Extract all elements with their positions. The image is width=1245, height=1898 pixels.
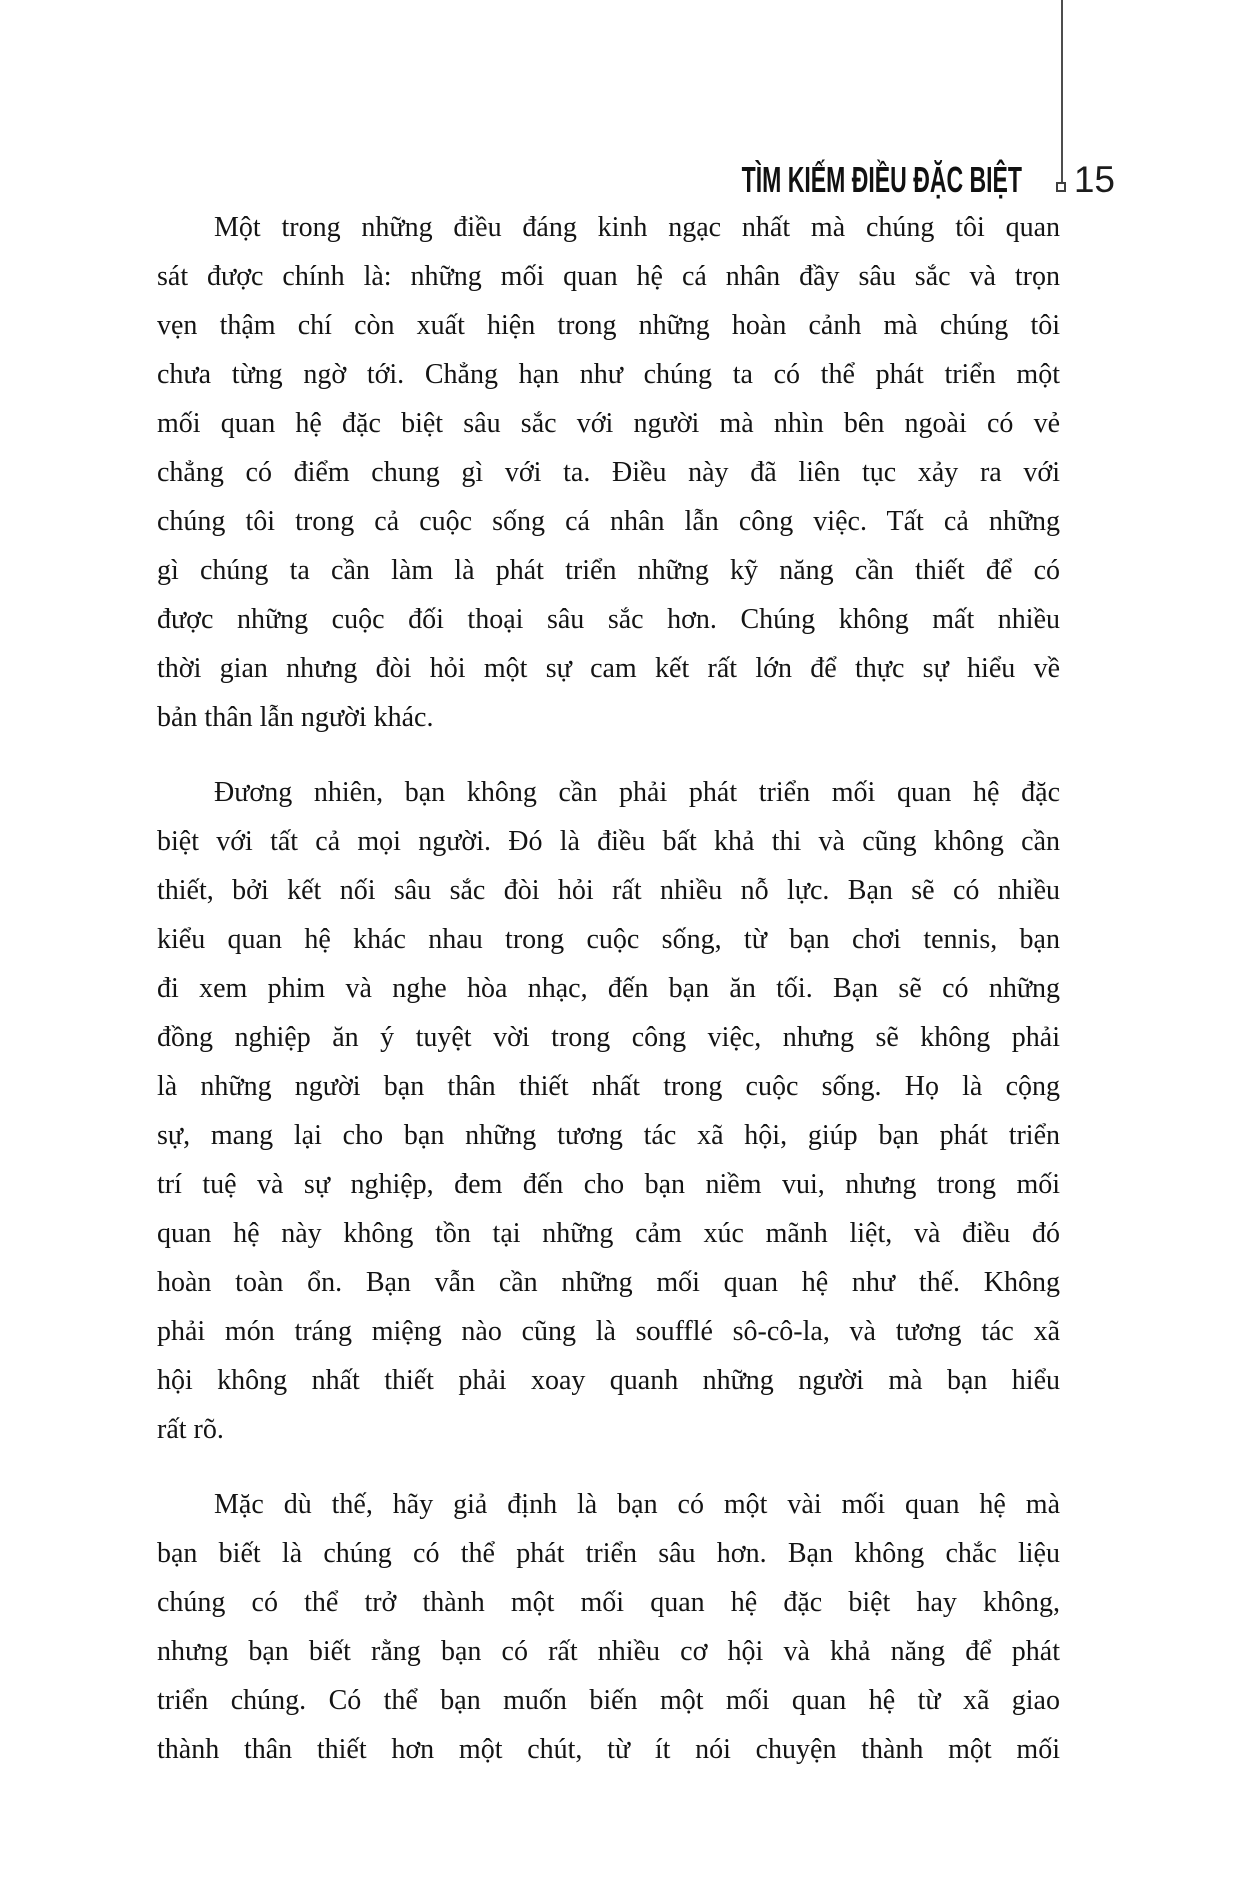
text-line: Mặc dù thế, hãy giả định là bạn có một vài mối quan hệ mà (214, 1489, 1060, 1520)
text-line: hoàn toàn ổn. Bạn vẫn cần những mối quan hệ như thế. Không (157, 1267, 1060, 1298)
text-line: được những cuộc đối thoại sâu sắc hơn. Chúng không mất nhiều (157, 604, 1060, 635)
paragraph (157, 1480, 1060, 1774)
page-number: 15 (1073, 159, 1115, 200)
text-line: chúng tôi trong cả cuộc sống cá nhân lẫn công việc. Tất cả những (157, 506, 1060, 537)
paragraph (157, 203, 1060, 742)
text-line: thời gian nhưng đòi hỏi một sự cam kết rất lớn để thực sự hiểu về (157, 653, 1060, 684)
text-line: bạn biết là chúng có thể phát triển sâu hơn. Bạn không chắc liệu (157, 1538, 1060, 1569)
text-line: thiết, bởi kết nối sâu sắc đòi hỏi rất nhiều nỗ lực. Bạn sẽ có nhiều (157, 875, 1060, 906)
text-line: thành thân thiết hơn một chút, từ ít nói chuyện thành một mối (157, 1734, 1060, 1765)
text-line: đồng nghiệp ăn ý tuyệt vời trong công việc, nhưng sẽ không phải (157, 1022, 1060, 1053)
text-line: chưa từng ngờ tới. Chẳng hạn như chúng ta có thể phát triển một (157, 359, 1060, 390)
running-header (0, 160, 1115, 200)
text-line: bản thân lẫn người khác. (157, 702, 434, 733)
text-line: sát được chính là: những mối quan hệ cá nhân đầy sâu sắc và trọn (157, 261, 1060, 292)
header-vertical-rule (1061, 0, 1063, 183)
text-line: là những người bạn thân thiết nhất trong cuộc sống. Họ là cộng (157, 1071, 1060, 1102)
text-line: chúng có thể trở thành một mối quan hệ đặc biệt hay không, (157, 1587, 1060, 1618)
text-line: rất rõ. (157, 1414, 224, 1445)
text-line: kiểu quan hệ khác nhau trong cuộc sống, từ bạn chơi tennis, bạn (157, 924, 1060, 955)
text-line: biệt với tất cả mọi người. Đó là điều bất khả thi và cũng không cần (157, 826, 1060, 857)
text-line: vẹn thậm chí còn xuất hiện trong những hoàn cảnh mà chúng tôi (157, 310, 1060, 341)
text-line: nhưng bạn biết rằng bạn có rất nhiều cơ hội và khả năng để phát (157, 1636, 1060, 1667)
text-line: hội không nhất thiết phải xoay quanh những người mà bạn hiểu (157, 1365, 1060, 1396)
text-line: triển chúng. Có thể bạn muốn biến một mối quan hệ từ xã giao (157, 1685, 1060, 1716)
paragraph (157, 768, 1060, 1454)
text-line: Đương nhiên, bạn không cần phải phát triển mối quan hệ đặc (214, 777, 1060, 808)
text-line: chẳng có điểm chung gì với ta. Điều này đã liên tục xảy ra với (157, 457, 1060, 488)
body-text (157, 203, 1060, 1800)
text-line: gì chúng ta cần làm là phát triển những kỹ năng cần thiết để có (157, 555, 1060, 586)
text-line: trí tuệ và sự nghiệp, đem đến cho bạn niềm vui, nhưng trong mối (157, 1169, 1060, 1200)
chapter-title: TÌM KIẾM ĐIỀU ĐẶC BIỆT (741, 159, 1022, 200)
text-line: sự, mang lại cho bạn những tương tác xã hội, giúp bạn phát triển (157, 1120, 1060, 1151)
text-line: mối quan hệ đặc biệt sâu sắc với người mà nhìn bên ngoài có vẻ (157, 408, 1060, 439)
text-line: Một trong những điều đáng kinh ngạc nhất mà chúng tôi quan (214, 212, 1060, 243)
text-line: quan hệ này không tồn tại những cảm xúc mãnh liệt, và điều đó (157, 1218, 1060, 1249)
text-line: phải món tráng miệng nào cũng là soufflé sô-cô-la, và tương tác xã (157, 1316, 1060, 1347)
text-line: đi xem phim và nghe hòa nhạc, đến bạn ăn tối. Bạn sẽ có những (157, 973, 1060, 1004)
